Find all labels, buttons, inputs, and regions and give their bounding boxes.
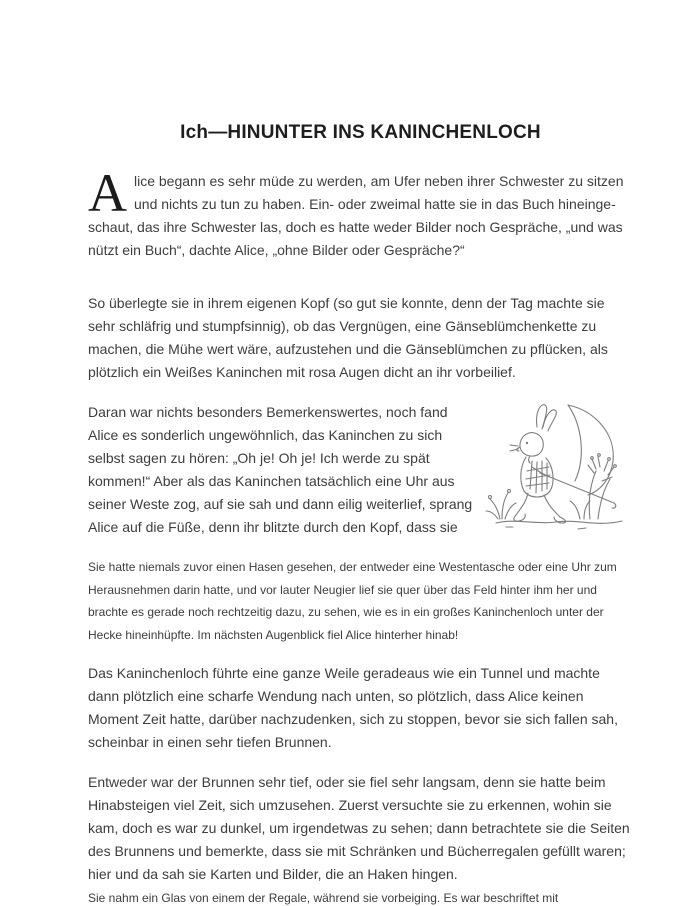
chapter-title: Ich—HINUNTER INS KANINCHENLOCH (180, 122, 541, 143)
text-column (88, 122, 633, 906)
paragraph-2-text: So überlegte sie in ihrem eigenen Kopf (so gut sie konnte, denn der Tag machte sie sehr schläfrig und stumpfsinnig), ob das Vergnügen, eine Gänseblümchenkette zu machen, die Mühe wert wäre, aufzustehen und die Gänseblümchen zu pflücken, als plötzlich ein Weißes Kaninchen mit rosa Augen dicht an ihr vorbeilief. (88, 295, 608, 380)
paragraph-6-small-line: Sie nahm ein Glas von einem der Regale, während sie vorbeiging. Es war beschriftet mit (88, 891, 559, 905)
paragraph-3-text: Daran war nichts besonders Bemerkenswertes, noch fand Alice es sonderlich ungewöhnlich, das Kaninchen zu sich selbst sagen zu hören: „Oh je! Oh je! Ich werde zu spät kommen!“ Aber als das Kaninchen tatsächlich eine Uhr aus seiner Weste zog, auf sie sah und dann eilig weiterlief, sprang Alice auf die Füße, denn ihr blitzte durch den Kopf, dass sie (88, 404, 473, 535)
paragraph-1 (88, 163, 633, 262)
paragraph-1-text: lice begann es sehr müde zu werden, am Ufer neben ihrer Schwester zu sitzen und nichts zu tun zu haben. Ein- oder zweimal hatte sie in das Buch hineingeschaut, das ihre Schwester las, doch es hatte weder Bilder noch Gespräche, „und was nützt ein Buch“, dachte Alice, „ohne Bilder oder Gespräche?“ (88, 173, 624, 258)
paragraph-6 (88, 771, 633, 906)
white-rabbit-illustration (481, 401, 633, 533)
paragraph-2 (88, 292, 633, 384)
paragraph-4 (88, 556, 633, 646)
dropcap-letter: A (88, 163, 127, 223)
paragraph-5 (88, 662, 633, 754)
paragraph-5-text: Das Kaninchenloch führte eine ganze Weile geradeaus wie ein Tunnel und machte dann plötzlich eine scharfe Wendung nach unten, so plötzlich, dass Alice keinen Moment Zeit hatte, darüber nachzudenken, sich zu stoppen, bevor sie sich fallen sah, scheinbar in einen sehr tiefen Brunnen. (88, 665, 618, 750)
paragraph-3 (88, 401, 633, 539)
paragraph-4-text: Sie hatte niemals zuvor einen Hasen gesehen, der entweder eine Westentasche oder eine Uhr zum Herausnehmen darin hatte, und vor lauter Neugier lief sie quer über das Feld hinter ihm her und brachte es gerade noch rechtzeitig dazu, zu sehen, wie es in ein großes Kaninchenloch unter der Hecke hineinhüpfte. Im nächsten Augenblick fiel Alice hinterher hinab! (88, 560, 617, 642)
paragraph-6-text: Entweder war der Brunnen sehr tief, oder sie fiel sehr langsam, denn sie hatte beim Hinabsteigen viel Zeit, sich umzusehen. Zuerst versuchte sie zu erkennen, wohin sie kam, doch es war zu dunkel, um irgendetwas zu sehen; dann betrachtete sie die Seiten des Brunnens und bemerkte, dass sie mit Schränken und Bücherregalen gefüllt waren; hier und da sah sie Karten und Bilder, die an Haken hingen. (88, 774, 630, 882)
